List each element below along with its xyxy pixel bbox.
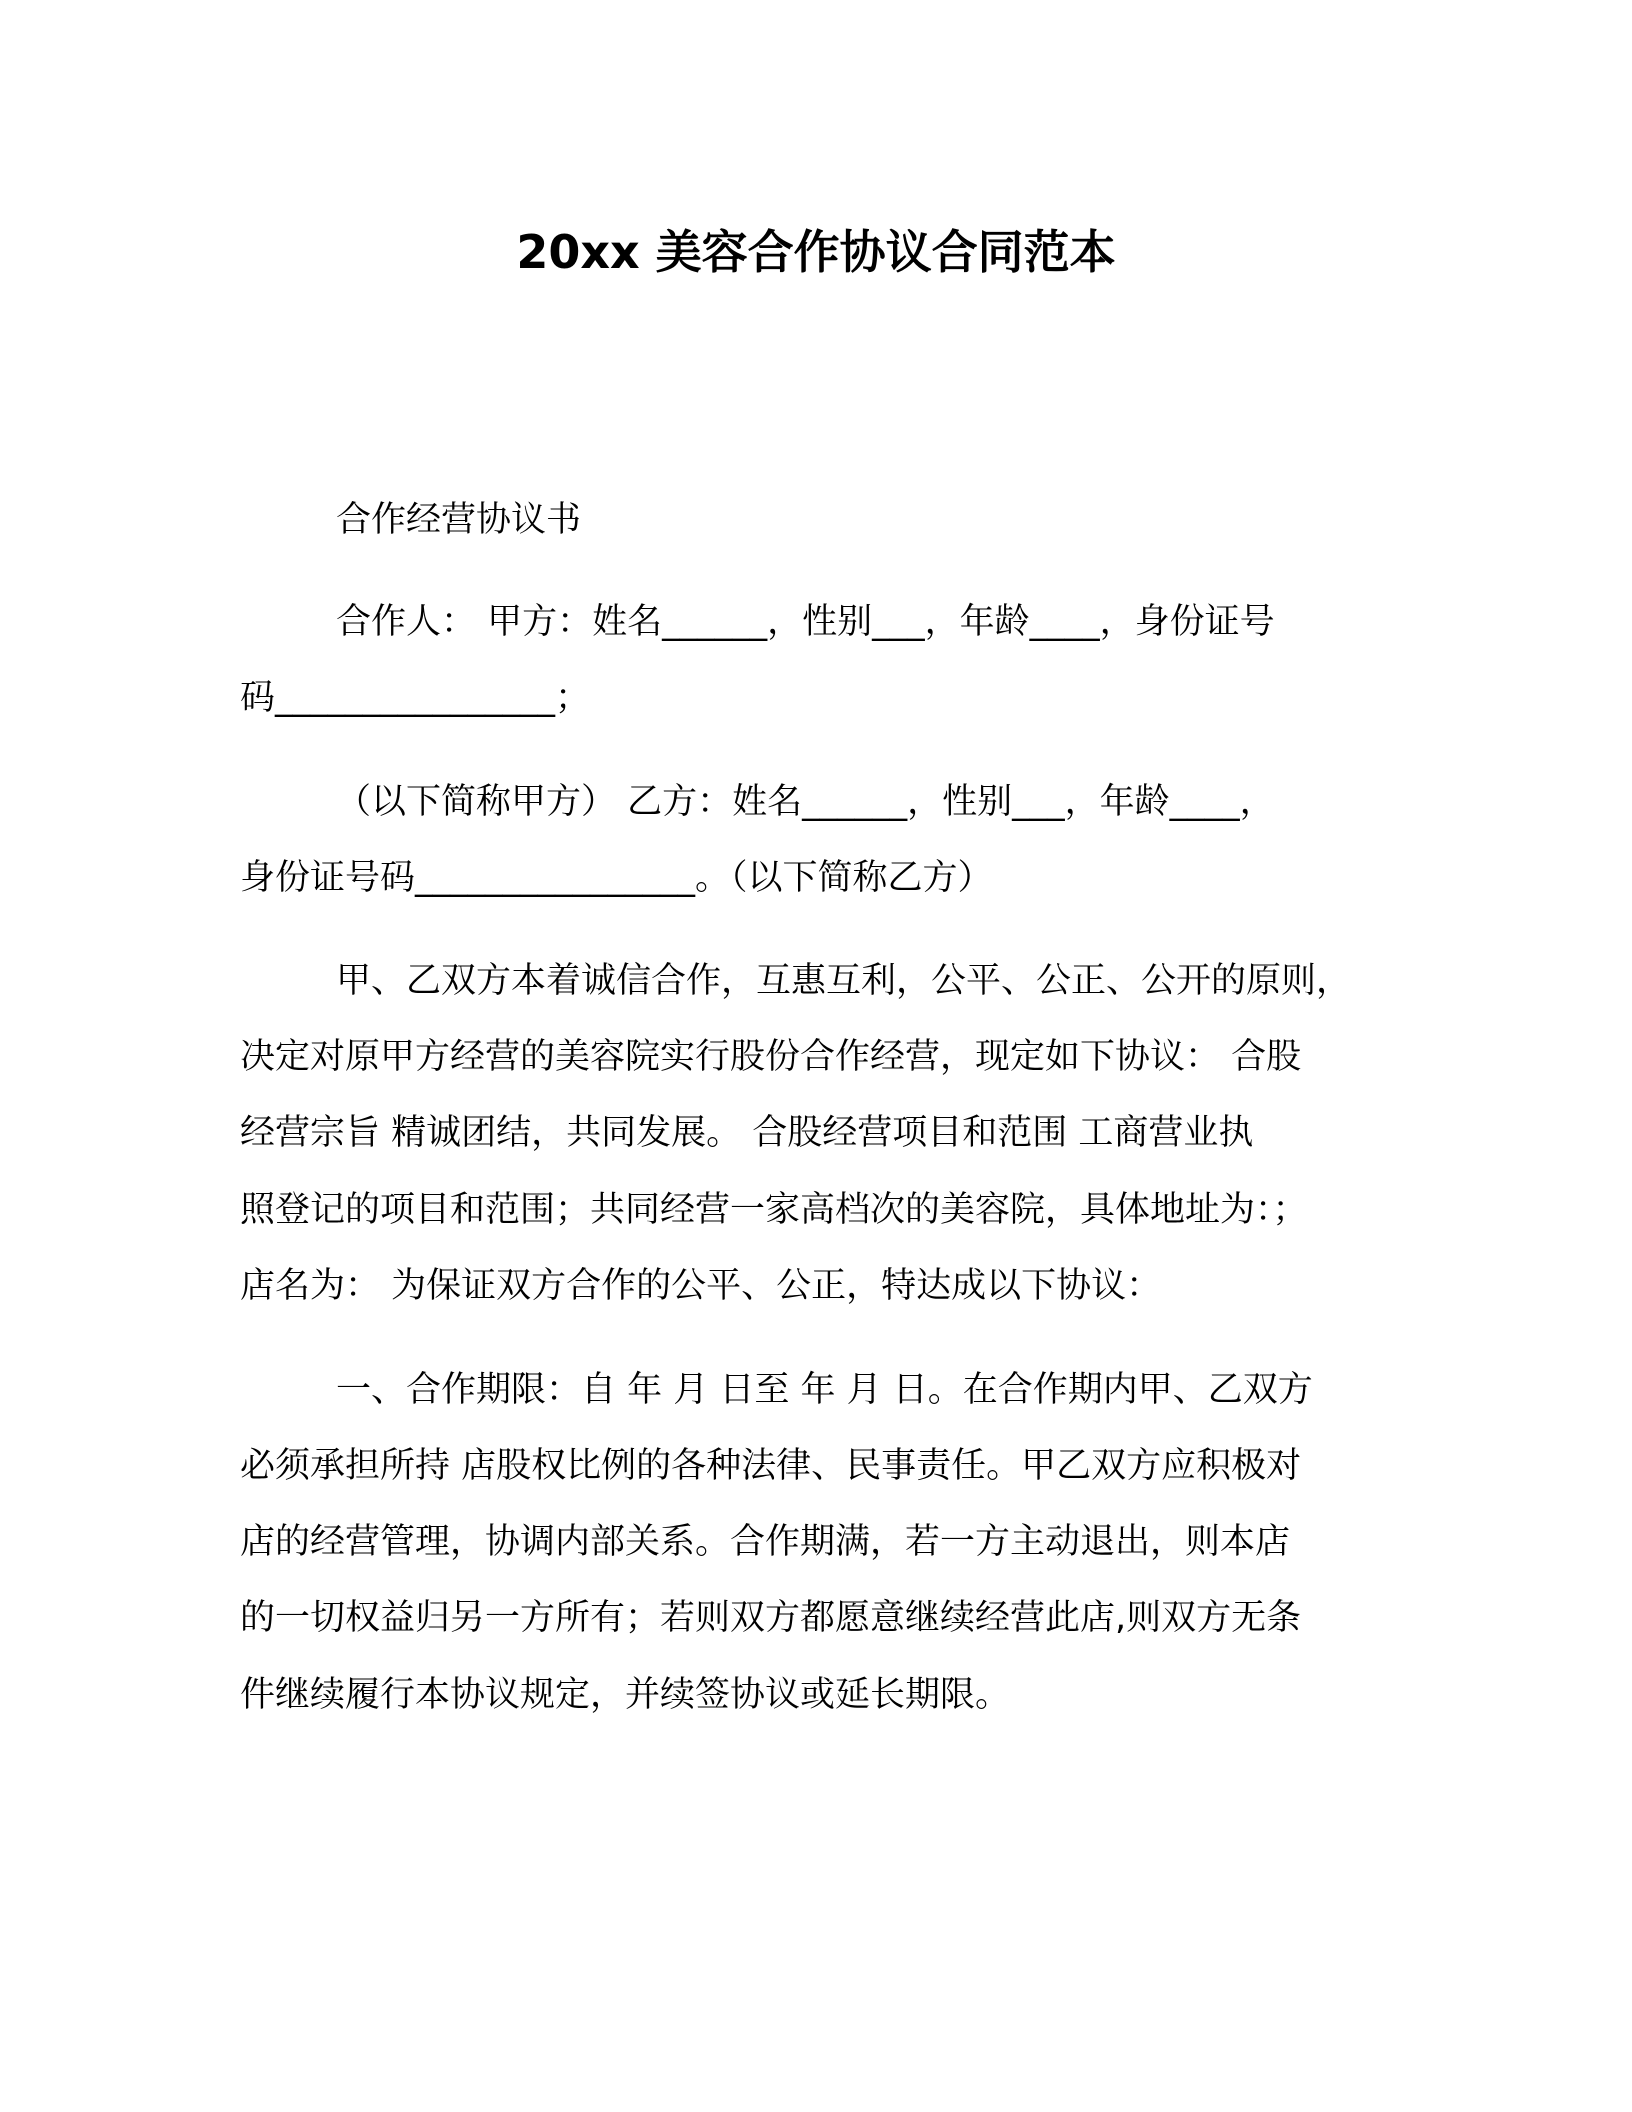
agreement-heading: 合作经营协议书	[336, 500, 582, 540]
party-a-line-2: 码________________；	[240, 678, 591, 718]
clause-1-line-3: 店的经营管理，协调内部关系。合作期满，若一方主动退出，则本店	[240, 1522, 1291, 1562]
paragraph-principles-line-4: 照登记的项目和范围；共同经营一家高档次的美容院，具体地址为：；	[240, 1190, 1308, 1230]
paragraph-principles-line-1: 甲、乙双方本着诚信合作，互惠互利，公平、公正、公开的原则，	[336, 961, 1352, 1001]
document-title: 20xx 美容合作协议合同范本	[516, 225, 1116, 279]
paragraph-principles-line-3: 经营宗旨 精诚团结，共同发展。 合股经营项目和范围 工商营业执	[240, 1113, 1254, 1153]
paragraph-principles-line-5: 店名为： 为保证双方合作的公平、公正，特达成以下协议：	[240, 1266, 1162, 1306]
party-b-line-2: 身份证号码________________。（以下简称乙方）	[240, 858, 993, 898]
clause-1-line-1: 一、合作期限：自 年 月 日至 年 月 日。在合作期内甲、乙双方	[336, 1370, 1313, 1410]
clause-1-line-4: 的一切权益归另一方所有；若则双方都愿意继续经营此店,则双方无条	[240, 1598, 1302, 1638]
party-b-line-1: （以下简称甲方） 乙方：姓名______，性别___，年龄____，	[336, 782, 1275, 822]
paragraph-principles-line-2: 决定对原甲方经营的美容院实行股份合作经营，现定如下协议： 合股	[240, 1037, 1302, 1077]
clause-1-line-2: 必须承担所持 店股权比例的各种法律、民事责任。甲乙双方应积极对	[240, 1446, 1302, 1486]
clause-1-line-5: 件继续履行本协议规定，并续签协议或延长期限。	[240, 1675, 1011, 1715]
party-a-line-1: 合作人： 甲方：姓名______，性别___，年龄____，身份证号	[336, 602, 1275, 642]
